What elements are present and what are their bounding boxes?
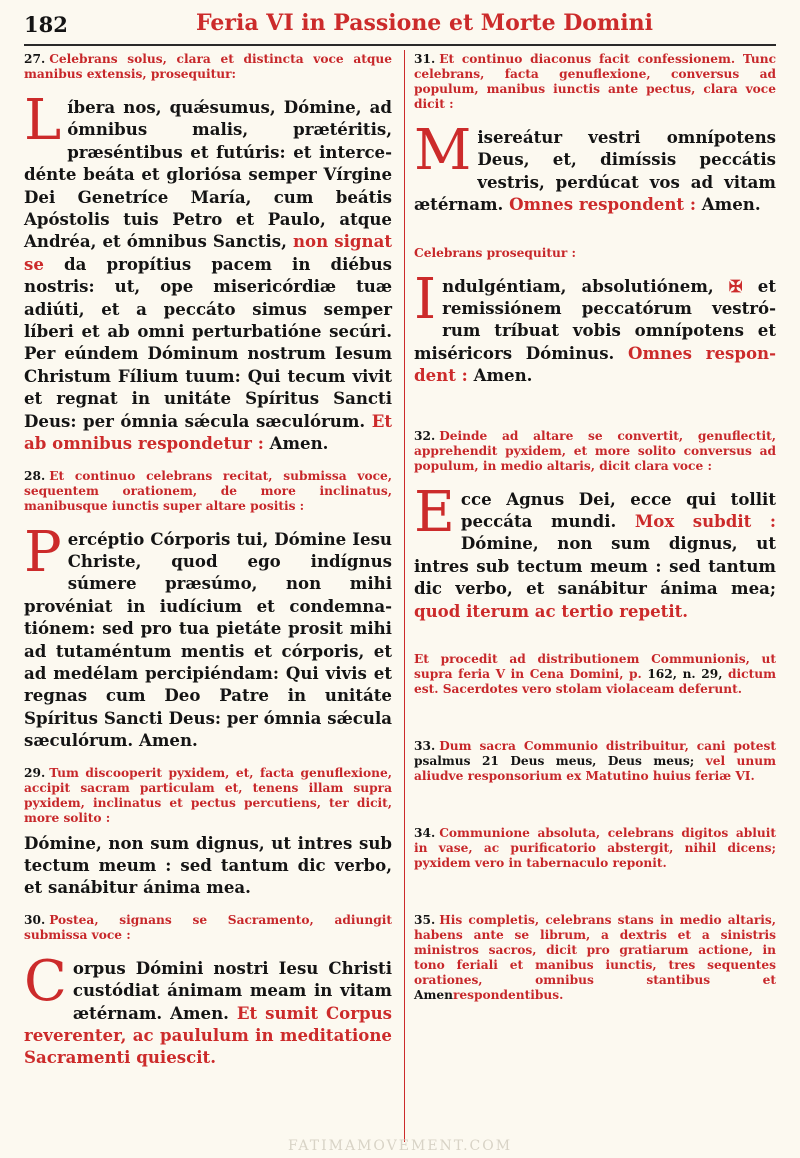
running-title: Feria VI in Passione et Morte Domini bbox=[196, 10, 653, 36]
rubric-inline: quod iterum ac tertio repetit. bbox=[414, 600, 689, 621]
rubric-text: respondentibus. bbox=[452, 988, 564, 1003]
prayer-text: et remissiónem peccatórum vestrórum tríbuat vobis omnípotens et miséricors Dóminus. bbox=[414, 275, 777, 363]
watermark: FATIMAMOVEMENT.COM bbox=[287, 1138, 513, 1154]
rubric-27 bbox=[24, 52, 392, 82]
rubric-text: Postea, signans se Sacramento, adiungit submissa voce : bbox=[24, 912, 392, 942]
rubric-celebrans-prosequitur: Celebrans prosequitur : bbox=[414, 245, 576, 260]
rubric-34 bbox=[414, 826, 776, 871]
prayer-text: Amen. bbox=[269, 433, 329, 454]
rubric-inline: Mox subdit : bbox=[634, 511, 777, 532]
rubric-text: dictum est. Sacerdotes vero stolam violaceam deferunt. bbox=[414, 667, 776, 697]
prayer-misereatur bbox=[414, 118, 776, 216]
prayer-libera-nos bbox=[24, 88, 393, 455]
amen-response: Amen bbox=[414, 988, 453, 1003]
rubric-text: Et continuo celebrans recitat, submissa voce, sequentem orationem, de more inclinatus, manibusque iunctis super altare positis : bbox=[24, 468, 392, 513]
rubric-inline: non signat se bbox=[24, 231, 392, 274]
rubric-29 bbox=[24, 766, 392, 826]
section-number: 28. bbox=[24, 468, 46, 483]
rubric-distribution bbox=[414, 652, 776, 697]
rubric-text: His completis, celebrans stans in medio altaris, habens ante se librum, a dextris et a sinistris ministros sacros, dicit pro gratiarum actione, in tono feriali et manibus iunctis, tres sequentes orationes, omnibus stantibus et bbox=[414, 913, 776, 988]
prayer-text: cce Agnus Dei, ecce qui tollit peccáta mundi. bbox=[460, 488, 776, 532]
prayer-text: íbera nos, quǽsumus, Dómine, ad ómnibus malis, prætéritis, præséntibus et futúris: et intercedénte beáta et gloriósa semper Vírgine Dei Genetríce María, cum beátis Apóstolis tuis Petro et Paulo, atque Andréa, et ómnibus Sanctis, bbox=[24, 97, 392, 252]
rubric-text: Celebrans solus, clara et distincta voce atque manibus extensis, prosequitur: bbox=[24, 52, 392, 81]
prayer-corpus-domini bbox=[24, 948, 392, 1069]
rubric-text: Et procedit ad distributionem Communionis, ut supra feria V in Cena Domini, p. bbox=[414, 652, 776, 682]
drop-cap: P bbox=[24, 519, 62, 585]
prayer-perceptio bbox=[24, 519, 392, 752]
section-number: 31. bbox=[414, 52, 436, 66]
prayer-domine-non-sum: Dómine, non sum dignus, ut intres sub tectum meum : sed tantum dic verbo, et sanábitur ánima mea. bbox=[24, 832, 392, 898]
section-number: 27. bbox=[24, 52, 46, 66]
rubric-inline: Et sumit Corpus reverenter, ac paululum in meditatione Sacramenti quiescit. bbox=[24, 1002, 392, 1068]
rubric-text: vel unum aliudve responsorium ex Matutino huius feriæ VI. bbox=[414, 754, 777, 784]
prayer-text: ercéptio Córporis tui, Dómine Iesu Christe, quod ego indígnus súmere præsúmo, non mihi provéniat in iudícium et condemnatiónem: sed pro tua pietáte prosit mihi ad tutaméntum mentis et córporis, et ad medélam percipiéndam: Qui vivis et regnas cum Deo Patre in unitáte Spíritus Sancti Deus: per ómnia sǽcula sæculórum. Amen. bbox=[24, 528, 392, 751]
left-column bbox=[24, 52, 392, 1069]
rubric-text: Et continuo diaconus facit confessionem. Tunc celebrans, facta genuflexione, conversus ad populum, manibus iunctis ante pectus, clara voce dicit : bbox=[414, 52, 776, 111]
right-column bbox=[414, 52, 776, 1003]
rubric-35 bbox=[414, 913, 776, 1003]
cross-icon: ✠ bbox=[728, 275, 743, 296]
section-number: 30. bbox=[24, 912, 46, 927]
rubric-inline: Et ab omnibus respondetur : bbox=[24, 410, 393, 454]
page-reference: 162, n. 29, bbox=[647, 667, 723, 682]
section-number: 32. bbox=[414, 428, 436, 443]
drop-cap: M bbox=[414, 118, 472, 183]
rubric-inline: Omnes respondent : bbox=[509, 194, 697, 215]
page-header bbox=[0, 0, 800, 48]
rubric-28 bbox=[24, 469, 392, 514]
rubric-31 bbox=[414, 52, 776, 112]
section-number: 33. bbox=[414, 739, 436, 754]
page-number: 182 bbox=[24, 12, 68, 37]
section-number: 34. bbox=[414, 826, 436, 841]
prayer-indulgentiam bbox=[414, 266, 777, 387]
section-number: 35. bbox=[414, 913, 436, 928]
rubric-text: Tum discooperit pyxidem, et, facta genuflexione, accipit sacram particulam et, tenens illam supra pyxidem, inclinatus et pectus percutiens, ter dicit, more solito : bbox=[24, 765, 392, 825]
drop-cap: I bbox=[414, 266, 437, 332]
prayer-text: da propítius pacem in diébus nostris: ut, ope misericórdiæ tuæ adiúti, et a peccáto simus semper líberi et ab omni perturbatióne secúri. Per eúndem Dóminum nostrum Iesum Christum Fílium tuum: Qui tecum vivit et regnat in unitáte Spíritus Sancti Deus: per ómnia sǽcula sæculórum. bbox=[24, 253, 392, 431]
rubric-33 bbox=[414, 739, 776, 784]
prayer-text: ndulgéntiam, absolutiónem, bbox=[442, 275, 714, 296]
prayer-text: Amen. bbox=[473, 365, 533, 386]
drop-cap: E bbox=[414, 479, 455, 545]
column-divider bbox=[404, 50, 405, 1142]
rubric-inline: Omnes respondent : bbox=[414, 342, 776, 386]
drop-cap: C bbox=[24, 948, 67, 1014]
rubric-text: Dum sacra Communio distribuitur, cani potest bbox=[439, 739, 776, 754]
drop-cap: L bbox=[24, 88, 62, 153]
prayer-text: orpus Dómini nostri Iesu Christi custódiat ánimam meam in vitam ætérnam. Amen. bbox=[72, 957, 392, 1023]
header-rule bbox=[24, 44, 776, 46]
prayer-text: Dómine, non sum dignus, ut intres sub tectum meum : sed tantum dic verbo, et sanábitur ánima mea; bbox=[414, 533, 776, 599]
prayer-ecce-agnus-dei bbox=[414, 479, 777, 622]
rubric-32 bbox=[414, 429, 776, 474]
rubric-text: Communione absoluta, celebrans digitos abluit in vase, ac purificatorio abstergit, nihil dicens; pyxidem vero in tabernaculo reponit. bbox=[414, 826, 776, 871]
prayer-text: Amen. bbox=[701, 194, 761, 215]
prayer-text: isereátur vestri omnípotens Deus, et, dimíssis peccátis vestris, perdúcat vos ad vitam ætérnam. bbox=[414, 127, 776, 215]
rubric-30 bbox=[24, 913, 392, 943]
rubric-text: Deinde ad altare se convertit, genuflectit, apprehendit pyxidem, et more solito conversus ad populum, in medio altaris, dicit clara voce : bbox=[414, 428, 776, 473]
section-number: 29. bbox=[24, 765, 46, 780]
psalm-reference: psalmus 21 Deus meus, Deus meus; bbox=[414, 754, 695, 769]
